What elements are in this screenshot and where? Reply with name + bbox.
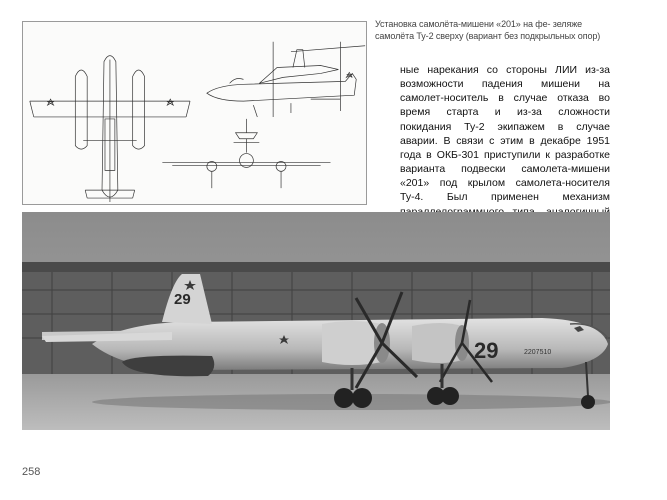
page-number: 258 — [22, 466, 41, 478]
technical-drawing — [22, 21, 367, 205]
top-view — [30, 56, 190, 202]
side-view — [207, 42, 365, 117]
figure-caption: Установка самолёта-мишени «201» на фе- зеляже самолёта Ту-2 сверху (вариант без подкрыльных опор) — [375, 19, 601, 41]
three-view-drawing — [23, 22, 366, 204]
tail-number: 29 — [174, 291, 191, 308]
front-view — [162, 119, 330, 188]
body-paragraph: ные нарекания со стороны ЛИИ из-за возможности падения мишени на самолет-носитель в случае отказа во время старта и из-за сложности покидания Ту-2 экипажем в случае аварии. В связи с этим в декабре 1951 года в ОКБ-301 приступили к разработке варианта подвески самолета-мишени «201» под крылом самолета-носителя Ту-4. Был применен механизм — [400, 64, 610, 204]
nose-number: 29 — [474, 338, 499, 363]
tu-4-photo — [22, 212, 610, 430]
serial-number: 2207510 — [524, 349, 552, 356]
aircraft-photo — [22, 212, 610, 430]
